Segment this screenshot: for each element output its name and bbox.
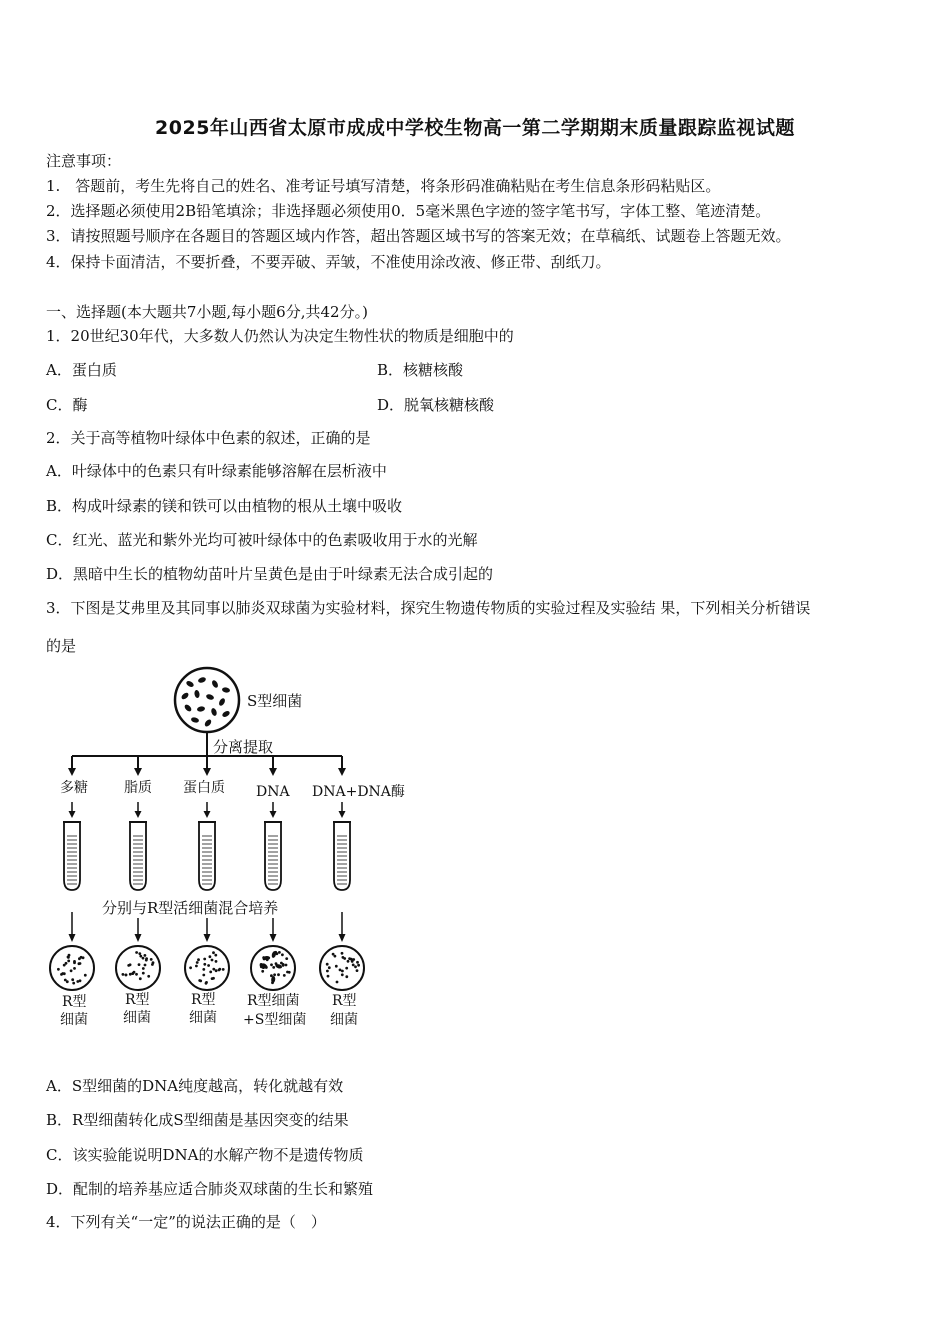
bacteria-dot	[203, 963, 206, 966]
q2-option-a: A．叶绿体中的色素只有叶绿素能够溶解在层析液中	[46, 462, 387, 480]
bacteria-dot	[214, 954, 217, 957]
component-label-polysaccharide: 多糖	[60, 780, 88, 796]
bacteria-dot	[70, 969, 73, 972]
q3-option-b: B．R型细菌转化成S型细菌是基因突变的结果	[46, 1111, 349, 1129]
bacteria-dot	[341, 952, 344, 955]
component-label-protein: 蛋白质	[183, 780, 225, 796]
bacteria-dot	[285, 964, 288, 967]
branch-arrow	[269, 768, 277, 776]
bacteria-dot	[71, 978, 74, 981]
bacteria-dot	[354, 965, 357, 968]
bacteria-dot	[212, 968, 215, 971]
bacteria-dot	[147, 975, 150, 978]
bacteria-dot	[207, 964, 210, 967]
q1-option-d: D．脱氧核糖核酸	[377, 396, 495, 414]
bacteria-dot	[218, 969, 221, 972]
bacteria-dot	[138, 963, 141, 966]
notice-item: 4．保持卡面清洁，不要折叠，不要弄破、弄皱，不准使用涂改液、修正带、刮纸刀。	[46, 253, 611, 271]
bacteria-dot	[328, 966, 331, 969]
bacteria-dot	[138, 952, 141, 955]
bacteria-dot	[151, 963, 154, 966]
bacteria-dot	[283, 974, 286, 977]
bacteria-dot	[84, 974, 87, 977]
bacteria-dot	[202, 974, 205, 977]
bacteria-dot	[135, 973, 138, 976]
result-label-3a: R型	[191, 992, 216, 1008]
notice-item: 1. 答题前，考生先将自己的姓名、准考证号填写清楚，将条形码准确粘贴在考生信息条形码粘贴区。	[46, 177, 721, 195]
s-bacteria-label: S型细菌	[247, 692, 303, 710]
bacteria-dot	[215, 969, 218, 972]
bacteria-dot	[352, 964, 355, 967]
bacteria-dot	[345, 975, 348, 978]
bacteria-dot	[345, 967, 348, 970]
bacteria-dot	[195, 965, 198, 968]
bacteria-dot	[145, 957, 148, 960]
bacteria-dot	[196, 961, 199, 964]
bacteria-dot	[129, 963, 132, 966]
component-label-lipid: 脂质	[124, 780, 152, 796]
bacteria-dot	[341, 970, 344, 973]
question-3-stem: 3．下图是艾弗里及其同事以肺炎双球菌为实验材料，探究生物遗传物质的实验过程及实验结 果，下列相关分析错误	[46, 599, 811, 617]
bacteria-dot	[129, 973, 132, 976]
bacteria-dot	[272, 966, 275, 969]
bacteria-dot	[336, 981, 339, 984]
dish-arrow-head	[204, 934, 211, 942]
bacteria-dot	[63, 964, 66, 967]
tube-arrow-head	[339, 811, 346, 818]
bacteria-dot	[79, 979, 82, 982]
bacteria-dot	[278, 951, 281, 954]
bacteria-dot	[197, 958, 200, 961]
bacteria-dot	[335, 965, 338, 968]
s-bacteria-dish	[175, 668, 239, 732]
question-2-stem: 2．关于高等植物叶绿体中色素的叙述，正确的是	[46, 429, 371, 447]
result-label-4a: R型细菌	[247, 993, 300, 1009]
culture-dish	[116, 946, 160, 990]
bacteria-dot	[142, 972, 145, 975]
bacteria-dot	[72, 982, 75, 985]
branch-arrow	[203, 768, 211, 776]
result-label-3b: 细菌	[189, 1010, 217, 1026]
result-label-5b: 细菌	[330, 1012, 358, 1028]
bacteria-dot	[139, 955, 142, 958]
bacteria-dot	[73, 967, 76, 970]
bacteria-dot	[209, 971, 212, 974]
bacteria-dot	[144, 954, 147, 957]
result-label-1b: 细菌	[60, 1012, 88, 1028]
branch-arrow	[68, 768, 76, 776]
dish-arrow-head	[270, 934, 277, 942]
bacteria-dot	[203, 958, 206, 961]
result-label-4b: +S型细菌	[243, 1012, 307, 1028]
bacteria-dot	[202, 968, 205, 971]
q1-option-a: A．蛋白质	[46, 361, 117, 379]
bacteria-dot	[332, 953, 335, 956]
branch-arrow	[134, 768, 142, 776]
test-tubes	[63, 822, 351, 890]
q3-option-a: A．S型细菌的DNA纯度越高，转化就越有效	[46, 1077, 344, 1095]
question-3-stem-cont: 的是	[46, 637, 77, 655]
culture-dish	[50, 946, 94, 990]
bacteria-dot	[209, 955, 212, 958]
bacteria-dot	[57, 968, 60, 971]
bacteria-dot	[351, 960, 354, 963]
bacteria-dot	[285, 957, 288, 960]
result-dishes	[50, 946, 364, 990]
result-label-2a: R型	[125, 992, 150, 1008]
question-1-stem: 1．20世纪30年代，大多数人仍然认为决定生物性状的物质是细胞中的	[46, 327, 514, 345]
bacteria-dot	[222, 968, 225, 971]
result-label-2b: 细菌	[123, 1010, 151, 1026]
q2-option-b: B．构成叶绿素的镁和铁可以由植物的根从土壤中吸收	[46, 497, 403, 515]
bacteria-dot	[80, 956, 83, 959]
bacteria-dot	[277, 973, 280, 976]
dish-arrow-head	[339, 934, 346, 942]
exam-title: 2025年山西省太原市成成中学校生物高一第二学期期末质量跟踪监视试题	[155, 117, 795, 139]
bacteria-dot	[339, 969, 342, 972]
bacteria-dot	[326, 963, 329, 966]
bacteria-dot	[78, 962, 81, 965]
bacteria-dot	[125, 974, 128, 977]
bacteria-dot	[347, 960, 350, 963]
bacteria-dot	[282, 964, 285, 967]
q2-option-c: C．红光、蓝光和紫外光均可被叶绿体中的色素吸收用于水的光解	[46, 531, 478, 549]
bacteria-dot	[150, 958, 153, 961]
tube-arrow-head	[135, 811, 142, 818]
tube-arrow-head	[204, 811, 211, 818]
mix-culture-label: 分别与R型活细菌混合培养	[102, 899, 279, 917]
q1-option-c: C．酶	[46, 396, 88, 414]
bacteria-dot	[212, 977, 215, 980]
bacteria-dot	[356, 969, 359, 972]
bacteria-dot	[60, 973, 63, 976]
bacteria-dot	[211, 959, 214, 962]
bacteria-dot	[67, 960, 70, 963]
component-label-dna: DNA	[256, 784, 290, 800]
bacteria-dot	[67, 956, 70, 959]
result-label-5a: R型	[332, 993, 357, 1009]
result-label-1a: R型	[62, 994, 87, 1010]
question-4-stem: 4．下列有关“一定”的说法正确的是（ ）	[46, 1213, 326, 1231]
notice-item: 2．选择题必须使用2B铅笔填涂；非选择题必须使用0．5毫米黑色字迹的签字笔书写，字体工整、笔迹清楚。	[46, 202, 771, 220]
bacteria-dot	[261, 970, 264, 973]
tube-arrow-head	[69, 811, 76, 818]
bacteria-dot	[122, 973, 125, 976]
bacteria-dot	[327, 975, 330, 978]
bacteria-dot	[270, 963, 273, 966]
bacteria-dot	[215, 960, 218, 963]
q3-option-c: C．该实验能说明DNA的水解产物不是遗传物质	[46, 1146, 364, 1164]
bacteria-dot	[356, 961, 359, 964]
component-label-dna-dnase: DNA+DNA酶	[312, 784, 405, 800]
avery-experiment-diagram	[40, 660, 440, 1040]
bacteria-dot	[73, 961, 76, 964]
q2-option-d: D．黑暗中生长的植物幼苗叶片呈黄色是由于叶绿素无法合成引起的	[46, 565, 494, 583]
tube-arrow-head	[270, 811, 277, 818]
bacteria-dot	[199, 980, 202, 983]
bacteria-dot	[66, 980, 69, 983]
q3-option-d: D．配制的培养基应适合肺炎双球菌的生长和繁殖	[46, 1180, 374, 1198]
dish-arrow-head	[135, 934, 142, 942]
bacteria-dot	[212, 951, 215, 954]
notice-heading: 注意事项：	[46, 152, 122, 170]
bacteria-dot	[142, 967, 145, 970]
bacteria-dot	[144, 964, 147, 967]
bacteria-dot	[135, 951, 138, 954]
bacteria-dot	[139, 977, 142, 980]
bacteria-dot	[142, 957, 145, 960]
bacteria-dot	[280, 962, 283, 965]
bacteria-dot	[133, 971, 136, 974]
branch-arrow	[338, 768, 346, 776]
bacteria-dot	[342, 956, 345, 959]
bacteria-dot	[288, 971, 291, 974]
bacteria-dot	[357, 964, 360, 967]
notice-item: 3．请按照题号顺序在各题目的答题区域内作答，超出答题区域书写的答案无效；在草稿纸、试题卷上答题无效。	[46, 227, 791, 245]
bacteria-dot	[205, 982, 208, 985]
dish-arrow-head	[69, 934, 76, 942]
section-heading: 一、选择题(本大题共7小题,每小题6分,共42分。)	[46, 303, 368, 321]
extract-label: 分离提取	[213, 738, 274, 756]
bacteria-dot	[189, 966, 192, 969]
bacteria-dot	[281, 953, 284, 956]
bacteria-dot	[326, 970, 329, 973]
q1-option-b: B．核糖核酸	[377, 361, 464, 379]
bacteria-dot	[273, 973, 276, 976]
bacteria-dot	[341, 973, 344, 976]
